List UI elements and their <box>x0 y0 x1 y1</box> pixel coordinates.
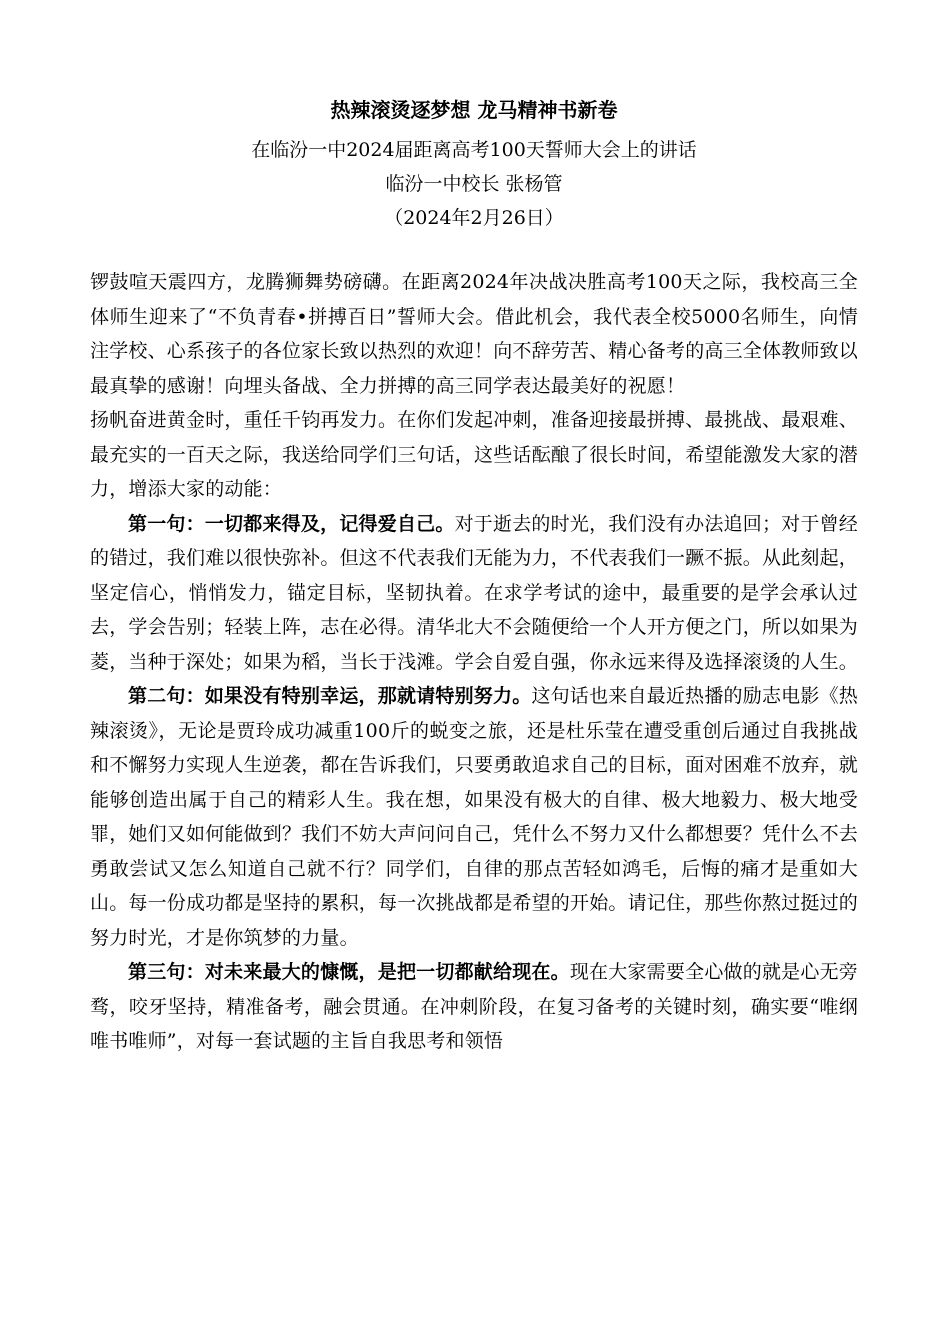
third-saying-heading: 第三句：对未来最大的慷慨，是把一切都献给现在。 <box>128 961 570 983</box>
second-saying-heading: 第二句：如果没有特别幸运，那就请特别努力。 <box>128 685 532 707</box>
paragraph-second-saying <box>90 679 858 955</box>
document-subtitle: 在临汾一中2024届距离高考100天誓师大会上的讲话 <box>251 139 697 161</box>
document-date: （2024年2月26日） <box>384 207 564 229</box>
section-spacer <box>90 235 858 265</box>
first-saying-heading: 第一句：一切都来得及，记得爱自己。 <box>128 512 455 535</box>
paragraph-third-saying <box>90 955 858 1059</box>
second-saying-body: 这句话也来自最近热播的励志电影《热辣滚烫》，无论是贾玲成功减重100斤的蜕变之旅，还是杜乐莹在遭受重创后通过自我挑战和不懈努力实现人生逆袭，都在告诉我们，只要勇敢追求自己的目标，面对困难不放弃，就能够创造出属于自己的精彩人生。我在想，如果没有极大的自律、极大地毅力、极大地受罪，她们又如何能做到？我们不妨大声问问自己，凭什么不努力又什么都想要？凭什么不去勇敢尝试又怎么知道自己就不行？同学们，自律的那点苦轻如鸿毛，后悔的痛才是重如大山。每一份成功都是坚持的累积，每一次挑战都是希望的开始。请记住，那些你熬过挺过的努力时光，才是你筑梦的力量。 <box>90 685 859 949</box>
document-speaker: 临汾一中校长 张杨管 <box>385 173 563 195</box>
paragraph-first-saying <box>90 507 858 680</box>
third-saying-body: 现在大家需要全心做的就是心无旁骛，咬牙坚持，精准备考，融会贯通。在冲刺阶段，在复习备考的关键时刻，确实要“唯纲唯书唯师”，对每一套试题的主旨自我思考和领悟 <box>90 961 858 1052</box>
document-title: 热辣滚烫逐梦想 龙马精神书新卷 <box>330 98 618 122</box>
paragraph-opening: 锣鼓喧天震四方，龙腾狮舞势磅礴。在距离2024年决战决胜高考100天之际，我校高三全体师生迎来了“不负青春•拼搏百日”誓师大会。借此机会，我代表全校5000名师生，向情注学校、心系孩子的各位家长致以热烈的欢迎！向不辞劳苦、精心备考的高三全体教师致以最真挚的感谢！向埋头备战、全力拼搏的高三同学表达最美好的祝愿！ <box>90 271 859 397</box>
first-saying-body: 对于逝去的时光，我们没有办法追回；对于曾经的错过，我们难以很快弥补。但这不代表我们无能为力，不代表我们一蹶不振。从此刻起，坚定信心，悄悄发力，锚定目标，坚韧执着。在求学考试的途中，最重要的是学会承认过去，学会告别；轻装上阵，志在必得。清华北大不会随便给一个人开方便之门，所以如果为菱，当种于深处；如果为稻，当长于浅滩。学会自爱自强，你永远来得及选择滚烫的人生。 <box>90 512 859 673</box>
paragraph-intro: 扬帆奋进黄金时，重任千钧再发力。在你们发起冲刺，准备迎接最拼搏、最挑战、最艰难、最充实的一百天之际，我送给同学们三句话，这些话酝酿了很长时间，希望能激发大家的潜力，增添大家的动能： <box>90 409 859 500</box>
